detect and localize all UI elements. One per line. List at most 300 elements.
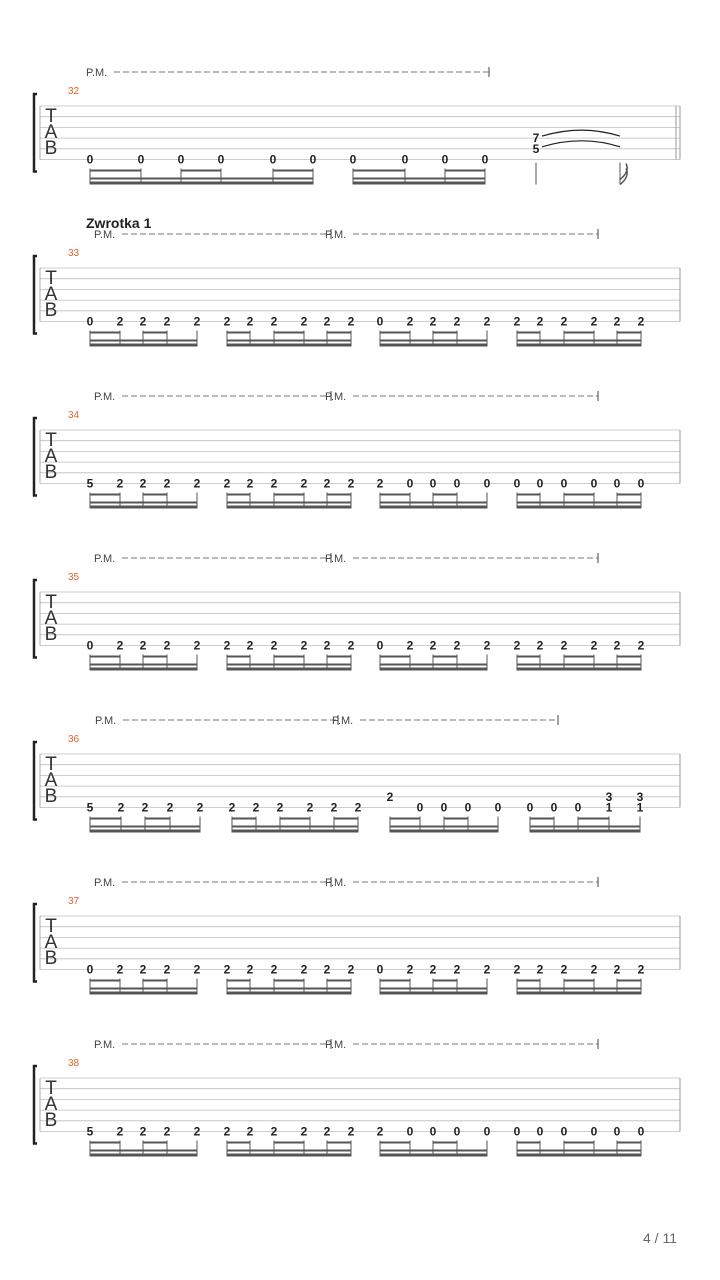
palm-mute-label: P.M. [94, 877, 116, 889]
fret-number: 2 [376, 1124, 384, 1139]
beam-secondary [90, 178, 313, 180]
fret-number: 2 [193, 476, 201, 491]
tab-clef-letter: T [45, 268, 57, 289]
tab-clef-letter: A [44, 770, 58, 791]
beam-sub [90, 980, 120, 982]
fret-number: 3 [636, 789, 644, 804]
fret-number: 2 [163, 962, 171, 977]
beam-sub [327, 980, 351, 982]
palm-mute-label: P.M. [94, 391, 116, 403]
beam-secondary [90, 1150, 197, 1152]
fret-number: 2 [300, 1124, 308, 1139]
beam-secondary [517, 1150, 641, 1152]
palm-mute-label: P.M. [94, 553, 116, 565]
tab-clef-letter: B [44, 300, 58, 321]
fret-number: 1 [636, 800, 644, 815]
beam-secondary [90, 988, 197, 990]
system-bracket [34, 904, 37, 982]
beam-sub [617, 332, 641, 334]
beam-primary [517, 1154, 641, 1157]
beam-sub [517, 332, 540, 334]
fret-number: 0 [440, 800, 448, 815]
fret-number: 5 [86, 476, 94, 491]
fret-number: 2 [246, 314, 254, 329]
fret-number: 2 [223, 1124, 231, 1139]
fret-number: 0 [86, 962, 94, 977]
beam-sub [433, 656, 457, 658]
fret-number: 2 [429, 962, 437, 977]
fret-number: 2 [270, 314, 278, 329]
beam-sub [564, 656, 594, 658]
beam-sub [90, 170, 141, 172]
tab-clef-letter: A [44, 1094, 58, 1115]
beam-sub [90, 332, 120, 334]
fret-number: 7 [532, 131, 540, 146]
beam-secondary [380, 1150, 487, 1152]
beam-primary [90, 1154, 197, 1157]
fret-number: 2 [163, 476, 171, 491]
beam-secondary [517, 664, 641, 666]
beam-primary [390, 830, 498, 833]
beam-sub [227, 980, 250, 982]
beam-primary [227, 668, 351, 671]
tab-clef-letter: B [44, 462, 58, 483]
beam-sub [227, 332, 250, 334]
fret-number: 2 [347, 638, 355, 653]
fret-number: 2 [246, 638, 254, 653]
fret-number: 2 [560, 962, 568, 977]
palm-mute-label: P.M. [332, 715, 354, 727]
fret-number: 2 [323, 962, 331, 977]
beam-sub [274, 656, 304, 658]
fret-number: 0 [536, 1124, 544, 1139]
beam-sub [617, 1142, 641, 1144]
fret-number: 2 [270, 476, 278, 491]
fret-number: 2 [323, 314, 331, 329]
fret-number: 1 [605, 800, 613, 815]
beam-primary [517, 668, 641, 671]
fret-number: 2 [270, 962, 278, 977]
fret-number: 2 [483, 962, 491, 977]
tie-arc [542, 141, 620, 147]
beam-sub [445, 170, 485, 172]
fret-number: 2 [347, 1124, 355, 1139]
beam-sub [227, 494, 250, 496]
fret-number: 0 [429, 1124, 437, 1139]
section-label: Zwrotka 1 [86, 215, 152, 231]
fret-number: 0 [453, 476, 461, 491]
measure-number: 37 [68, 896, 80, 907]
beam-sub [227, 1142, 250, 1144]
tab-clef-letter: A [44, 122, 58, 143]
beam-secondary [227, 988, 351, 990]
tab-clef-letter: T [45, 1078, 57, 1099]
fret-number: 2 [193, 638, 201, 653]
beam-sub [353, 170, 405, 172]
beam-sub [280, 818, 310, 820]
beam-sub [564, 494, 594, 496]
fret-number: 2 [429, 638, 437, 653]
fret-number: 2 [323, 638, 331, 653]
fret-number: 0 [269, 152, 277, 167]
palm-mute-label: P.M. [94, 1039, 116, 1051]
fret-number: 2 [536, 638, 544, 653]
measure-number: 35 [68, 572, 80, 583]
beam-sub [143, 1142, 167, 1144]
fret-number: 2 [453, 314, 461, 329]
tab-clef-letter: B [44, 948, 58, 969]
fret-number: 2 [513, 638, 521, 653]
tab-clef-letter: T [45, 592, 57, 613]
beam-secondary [232, 826, 358, 828]
fret-number: 0 [481, 152, 489, 167]
beam-sub [181, 170, 221, 172]
fret-number: 0 [526, 800, 534, 815]
fret-number: 2 [323, 1124, 331, 1139]
fret-number: 2 [270, 638, 278, 653]
beam-primary [227, 344, 351, 347]
fret-number: 2 [276, 800, 284, 815]
fret-number: 2 [453, 962, 461, 977]
beam-sub [517, 656, 540, 658]
fret-number: 2 [228, 800, 236, 815]
beam-sub [327, 1142, 351, 1144]
system-bracket [34, 1066, 37, 1144]
measure-number: 34 [68, 410, 80, 421]
beam-sub [517, 980, 540, 982]
palm-mute-label: P.M. [325, 1039, 347, 1051]
system-bracket [34, 742, 37, 820]
palm-mute-label: P.M. [95, 715, 117, 727]
fret-number: 2 [354, 800, 362, 815]
fret-number: 2 [141, 800, 149, 815]
fret-number: 2 [163, 1124, 171, 1139]
beam-primary [90, 344, 197, 347]
palm-mute-label: P.M. [325, 229, 347, 241]
beam-sub [327, 656, 351, 658]
beam-primary [90, 506, 197, 509]
tab-clef-letter: T [45, 916, 57, 937]
beam-sub [327, 332, 351, 334]
fret-number: 2 [252, 800, 260, 815]
beam-primary [530, 830, 640, 833]
beam-sub [517, 494, 540, 496]
measure-number: 36 [68, 734, 80, 745]
beam-primary [227, 506, 351, 509]
beam-sub [564, 1142, 594, 1144]
fret-number: 2 [300, 962, 308, 977]
fret-number: 2 [166, 800, 174, 815]
fret-number: 2 [347, 314, 355, 329]
tab-clef-letter: B [44, 786, 58, 807]
fret-number: 2 [193, 962, 201, 977]
beam-primary [90, 182, 313, 185]
fret-number: 2 [453, 638, 461, 653]
palm-mute-label: P.M. [86, 67, 108, 79]
fret-number: 0 [376, 314, 384, 329]
tab-clef-letter: A [44, 446, 58, 467]
beam-secondary [530, 826, 640, 828]
fret-number: 0 [536, 476, 544, 491]
beam-sub [380, 656, 410, 658]
fret-number: 0 [494, 800, 502, 815]
fret-number: 2 [637, 314, 645, 329]
beam-secondary [227, 502, 351, 504]
fret-number: 2 [590, 962, 598, 977]
fret-number: 0 [86, 314, 94, 329]
beam-primary [380, 1154, 487, 1157]
tab-clef-letter: T [45, 106, 57, 127]
fret-number: 2 [637, 638, 645, 653]
fret-number: 2 [117, 800, 125, 815]
fret-number: 2 [193, 314, 201, 329]
fret-number: 2 [139, 476, 147, 491]
fret-number: 0 [613, 476, 621, 491]
beam-secondary [517, 988, 641, 990]
fret-number: 0 [513, 476, 521, 491]
beam-primary [380, 506, 487, 509]
beam-sub [433, 332, 457, 334]
fret-number: 2 [560, 638, 568, 653]
fret-number: 2 [347, 476, 355, 491]
fret-number: 2 [300, 314, 308, 329]
fret-number: 2 [483, 638, 491, 653]
beam-sub [380, 494, 410, 496]
beam-sub [617, 980, 641, 982]
beam-sub [433, 1142, 457, 1144]
fret-number: 0 [560, 476, 568, 491]
fret-number: 0 [464, 800, 472, 815]
beam-sub [517, 1142, 540, 1144]
tie-arc [542, 130, 620, 136]
beam-sub [380, 332, 410, 334]
palm-mute-label: P.M. [325, 877, 347, 889]
system-bracket [34, 580, 37, 658]
fret-number: 2 [330, 800, 338, 815]
fret-number: 2 [513, 314, 521, 329]
beam-sub [273, 170, 313, 172]
fret-number: 2 [406, 962, 414, 977]
measure-number: 38 [68, 1058, 80, 1069]
beam-sub [617, 494, 641, 496]
fret-number: 2 [246, 476, 254, 491]
fret-number: 0 [349, 152, 357, 167]
fret-number: 2 [270, 1124, 278, 1139]
fret-number: 2 [223, 314, 231, 329]
tab-clef-letter: A [44, 284, 58, 305]
fret-number: 2 [139, 962, 147, 977]
beam-primary [380, 992, 487, 995]
beam-primary [517, 506, 641, 509]
beam-sub [390, 818, 420, 820]
fret-number: 2 [536, 962, 544, 977]
fret-number: 0 [401, 152, 409, 167]
beam-secondary [380, 502, 487, 504]
tab-clef-letter: A [44, 608, 58, 629]
fret-number: 0 [590, 1124, 598, 1139]
fret-number: 0 [217, 152, 225, 167]
fret-number: 0 [309, 152, 317, 167]
fret-number: 2 [376, 476, 384, 491]
beam-secondary [90, 502, 197, 504]
fret-number: 0 [483, 476, 491, 491]
fret-number: 2 [483, 314, 491, 329]
beam-secondary [517, 340, 641, 342]
tab-clef-letter: T [45, 430, 57, 451]
beam-primary [517, 992, 641, 995]
beam-sub [617, 656, 641, 658]
fret-number: 0 [406, 1124, 414, 1139]
fret-number: 0 [376, 962, 384, 977]
fret-number: 2 [196, 800, 204, 815]
fret-number: 2 [613, 314, 621, 329]
beam-secondary [90, 826, 200, 828]
fret-number: 5 [86, 1124, 94, 1139]
beam-secondary [353, 178, 485, 180]
beam-sub [145, 818, 170, 820]
fret-number: 0 [137, 152, 145, 167]
fret-number: 3 [605, 789, 613, 804]
beam-sub [90, 494, 120, 496]
palm-mute-label: P.M. [94, 229, 116, 241]
beam-secondary [517, 502, 641, 504]
beam-sub [90, 818, 121, 820]
beam-sub [564, 980, 594, 982]
fret-number: 0 [550, 800, 558, 815]
beam-sub [380, 1142, 410, 1144]
fret-number: 2 [116, 962, 124, 977]
beam-sub [143, 656, 167, 658]
page-total: 11 [662, 1230, 677, 1246]
beam-primary [90, 830, 200, 833]
fret-number: 2 [513, 962, 521, 977]
measure-number: 32 [68, 86, 80, 97]
system-bracket [34, 256, 37, 334]
beam-sub [274, 332, 304, 334]
beam-secondary [380, 988, 487, 990]
fret-number: 0 [483, 1124, 491, 1139]
fret-number: 2 [386, 789, 394, 804]
fret-number: 0 [416, 800, 424, 815]
beam-secondary [380, 664, 487, 666]
fret-number: 2 [223, 638, 231, 653]
beam-sub [433, 494, 457, 496]
fret-number: 2 [306, 800, 314, 815]
beam-sub [444, 818, 468, 820]
fret-number: 0 [453, 1124, 461, 1139]
fret-number: 0 [406, 476, 414, 491]
fret-number: 2 [637, 962, 645, 977]
beam-sub [564, 332, 594, 334]
palm-mute-label: P.M. [325, 391, 347, 403]
beam-primary [380, 344, 487, 347]
fret-number: 2 [116, 1124, 124, 1139]
beam-primary [227, 1154, 351, 1157]
beam-sub [380, 980, 410, 982]
beam-sub [433, 980, 457, 982]
fret-number: 2 [590, 638, 598, 653]
tab-clef-letter: A [44, 932, 58, 953]
beam-primary [353, 182, 485, 185]
fret-number: 2 [139, 314, 147, 329]
beam-secondary [390, 826, 498, 828]
fret-number: 0 [613, 1124, 621, 1139]
beam-secondary [90, 664, 197, 666]
fret-number: 2 [429, 314, 437, 329]
tab-clef-letter: B [44, 138, 58, 159]
beam-primary [380, 668, 487, 671]
fret-number: 0 [429, 476, 437, 491]
beam-sub [274, 494, 304, 496]
fret-number: 2 [590, 314, 598, 329]
beam-sub [90, 1142, 120, 1144]
tab-clef-letter: B [44, 624, 58, 645]
fret-number: 2 [613, 962, 621, 977]
fret-number: 2 [300, 638, 308, 653]
fret-number: 2 [406, 638, 414, 653]
fret-number: 0 [560, 1124, 568, 1139]
fret-number: 2 [116, 638, 124, 653]
page-indicator [643, 1230, 677, 1246]
fret-number: 2 [116, 476, 124, 491]
fret-number: 2 [613, 638, 621, 653]
beam-sub [143, 494, 167, 496]
tab-clef-letter: T [45, 754, 57, 775]
beam-sub [578, 818, 609, 820]
fret-number: 0 [513, 1124, 521, 1139]
beam-secondary [227, 664, 351, 666]
fret-number: 2 [323, 476, 331, 491]
fret-number: 0 [441, 152, 449, 167]
fret-number: 2 [406, 314, 414, 329]
beam-sub [232, 818, 256, 820]
system-bracket [34, 94, 37, 172]
fret-number: 0 [177, 152, 185, 167]
beam-primary [227, 992, 351, 995]
system-bracket [34, 418, 37, 496]
beam-secondary [227, 1150, 351, 1152]
fret-number: 2 [246, 962, 254, 977]
fret-number: 2 [347, 962, 355, 977]
beam-primary [232, 830, 358, 833]
beam-secondary [380, 340, 487, 342]
beam-sub [227, 656, 250, 658]
fret-number: 2 [246, 1124, 254, 1139]
fret-number: 2 [560, 314, 568, 329]
beam-sub [274, 980, 304, 982]
beam-secondary [90, 340, 197, 342]
fret-number: 2 [536, 314, 544, 329]
beam-sub [530, 818, 554, 820]
fret-number: 0 [376, 638, 384, 653]
beam-sub [327, 494, 351, 496]
fret-number: 2 [139, 1124, 147, 1139]
beam-primary [90, 668, 197, 671]
beam-sub [274, 1142, 304, 1144]
fret-number: 2 [163, 638, 171, 653]
tab-clef-letter: B [44, 1110, 58, 1131]
beam-primary [517, 344, 641, 347]
fret-number: 2 [116, 314, 124, 329]
fret-number: 0 [637, 476, 645, 491]
measure-number: 33 [68, 248, 80, 259]
fret-number: 0 [86, 152, 94, 167]
fret-number: 2 [163, 314, 171, 329]
palm-mute-label: P.M. [325, 553, 347, 565]
fret-number: 5 [86, 800, 94, 815]
fret-number: 0 [637, 1124, 645, 1139]
fret-number: 2 [139, 638, 147, 653]
